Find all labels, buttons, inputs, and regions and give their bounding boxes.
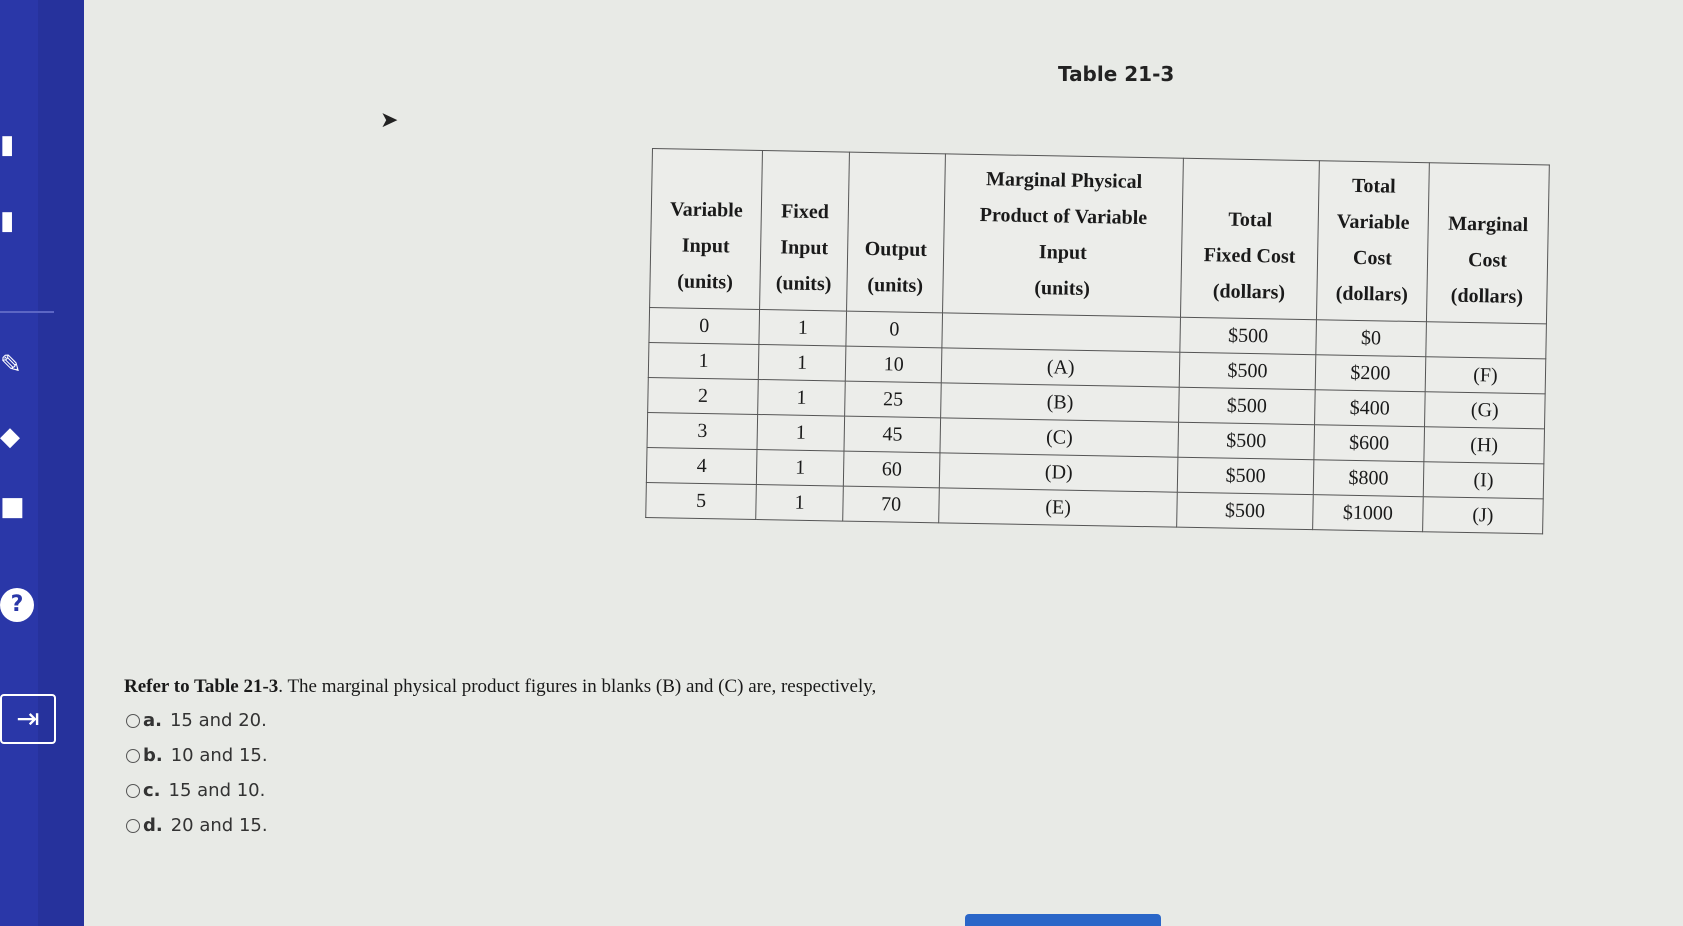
column-header-line: (dollars)	[1335, 282, 1409, 306]
data-table	[645, 148, 1550, 534]
table-cell: $500	[1178, 422, 1314, 459]
table-cell: 4	[646, 447, 757, 484]
table-cell: (C)	[940, 418, 1179, 457]
table-cell: 45	[844, 416, 941, 453]
column-header-line: (dollars)	[1212, 280, 1286, 304]
column-header	[847, 152, 946, 313]
table-body	[646, 307, 1547, 533]
option-b[interactable]	[126, 745, 268, 766]
table-cell: $500	[1179, 387, 1315, 424]
option-a[interactable]	[126, 710, 267, 731]
table-cell: (H)	[1424, 427, 1545, 464]
question-table-ref: Refer to Table 21-3	[124, 676, 279, 697]
column-header-line: Input	[681, 234, 730, 258]
table-cell: $500	[1177, 457, 1313, 494]
table-title: Table 21-3	[1058, 62, 1175, 86]
table-cell: 2	[648, 377, 759, 414]
table-cell: $200	[1315, 355, 1426, 392]
question-body: . The marginal physical product figures in blanks (B) and (C) are, respectively,	[278, 676, 877, 697]
table-cell: (I)	[1423, 462, 1544, 499]
table-cell: (D)	[940, 453, 1179, 492]
sidebar-divider	[0, 311, 54, 313]
help-icon[interactable]: ?	[0, 588, 34, 622]
graduation-cap-icon[interactable]: ◆	[0, 422, 20, 452]
table-cell: 25	[845, 381, 942, 418]
folder-icon[interactable]: ■	[0, 492, 25, 522]
column-header-line: Marginal	[1447, 212, 1529, 237]
radio-circle-icon[interactable]	[126, 714, 140, 728]
table-cell: $400	[1314, 390, 1425, 427]
table-header-row	[650, 149, 1550, 324]
mouse-cursor-icon: ➤	[380, 108, 399, 133]
radio-circle-icon[interactable]	[126, 784, 140, 798]
column-header-line: (units)	[775, 272, 832, 296]
column-header	[1316, 161, 1429, 322]
option-c[interactable]	[126, 780, 265, 801]
table-cell: 5	[646, 482, 757, 519]
column-header-line: Variable	[669, 198, 743, 222]
table-cell: $1000	[1312, 495, 1423, 532]
table-cell: 70	[843, 486, 940, 523]
column-header	[760, 151, 850, 312]
column-header-line: Cost	[1467, 248, 1508, 272]
table-cell: (A)	[941, 348, 1180, 387]
sidebar-edge	[38, 0, 84, 926]
column-header	[1181, 158, 1320, 319]
table-cell: 60	[843, 451, 940, 488]
column-header-line: Output	[864, 237, 928, 262]
table-cell: $500	[1179, 352, 1315, 389]
column-header	[943, 154, 1184, 317]
option-letter: d.	[143, 815, 163, 836]
option-text: 15 and 20.	[169, 710, 267, 731]
table-cell: (F)	[1425, 357, 1546, 394]
table-cell: 0	[649, 307, 760, 344]
table-cell: (E)	[939, 488, 1178, 527]
column-header-line: Total	[1228, 208, 1273, 232]
option-text: 15 and 10.	[168, 780, 266, 801]
column-header-line: Cost	[1352, 246, 1393, 270]
exit-button[interactable]: ⇥	[0, 694, 56, 744]
table-cell: 1	[756, 484, 844, 521]
radio-circle-icon[interactable]	[126, 819, 140, 833]
column-header-line: (units)	[1034, 277, 1091, 301]
option-letter: c.	[143, 780, 161, 801]
column-header-line: Input	[1038, 241, 1087, 264]
table-cell: (B)	[941, 383, 1180, 422]
column-header	[650, 149, 763, 310]
column-header-line: Total	[1351, 174, 1396, 198]
column-header-line: Product of Variable	[979, 204, 1148, 230]
table-cell: 1	[757, 414, 845, 451]
table-cell: 3	[647, 412, 758, 449]
table-cell: $500	[1180, 317, 1316, 354]
table-cell: $500	[1177, 492, 1313, 529]
table-cell: $600	[1314, 425, 1425, 462]
table-cell: (J)	[1423, 497, 1544, 534]
option-text: 20 and 15.	[170, 815, 268, 836]
pencil-icon[interactable]: ✎	[0, 350, 22, 380]
column-header-line: (units)	[677, 270, 734, 294]
column-header-line: (dollars)	[1450, 284, 1524, 308]
option-d[interactable]	[126, 815, 268, 836]
table-cell: 1	[758, 379, 846, 416]
table-cell: 10	[845, 346, 942, 383]
column-header	[1426, 163, 1549, 324]
table-cell: 1	[648, 342, 759, 379]
option-letter: b.	[143, 745, 163, 766]
table-cell	[1426, 322, 1547, 359]
column-header-line: Fixed Cost	[1203, 244, 1296, 268]
table-cell: 1	[759, 309, 847, 346]
column-header-line: Marginal Physical	[985, 168, 1143, 193]
question-text	[124, 676, 876, 698]
table-cell	[942, 313, 1181, 352]
table-cell: $800	[1313, 460, 1424, 497]
document-icon[interactable]: ▮	[0, 206, 15, 236]
option-text: 10 and 15.	[170, 745, 268, 766]
table-cell: 1	[756, 449, 844, 486]
radio-circle-icon[interactable]	[126, 749, 140, 763]
bookmark-icon[interactable]: ▮	[0, 130, 15, 160]
column-header-line: Variable	[1336, 210, 1410, 234]
column-header-line: Fixed	[780, 200, 830, 224]
column-header-line: (units)	[867, 273, 924, 297]
table-cell: 1	[758, 344, 846, 381]
submit-button[interactable]	[965, 914, 1161, 926]
table-cell: $0	[1316, 320, 1427, 357]
table-cell: (G)	[1424, 392, 1545, 429]
column-header-line: Input	[780, 236, 829, 260]
sidebar	[0, 0, 84, 926]
option-letter: a.	[143, 710, 162, 731]
table-cell: 0	[846, 311, 943, 348]
